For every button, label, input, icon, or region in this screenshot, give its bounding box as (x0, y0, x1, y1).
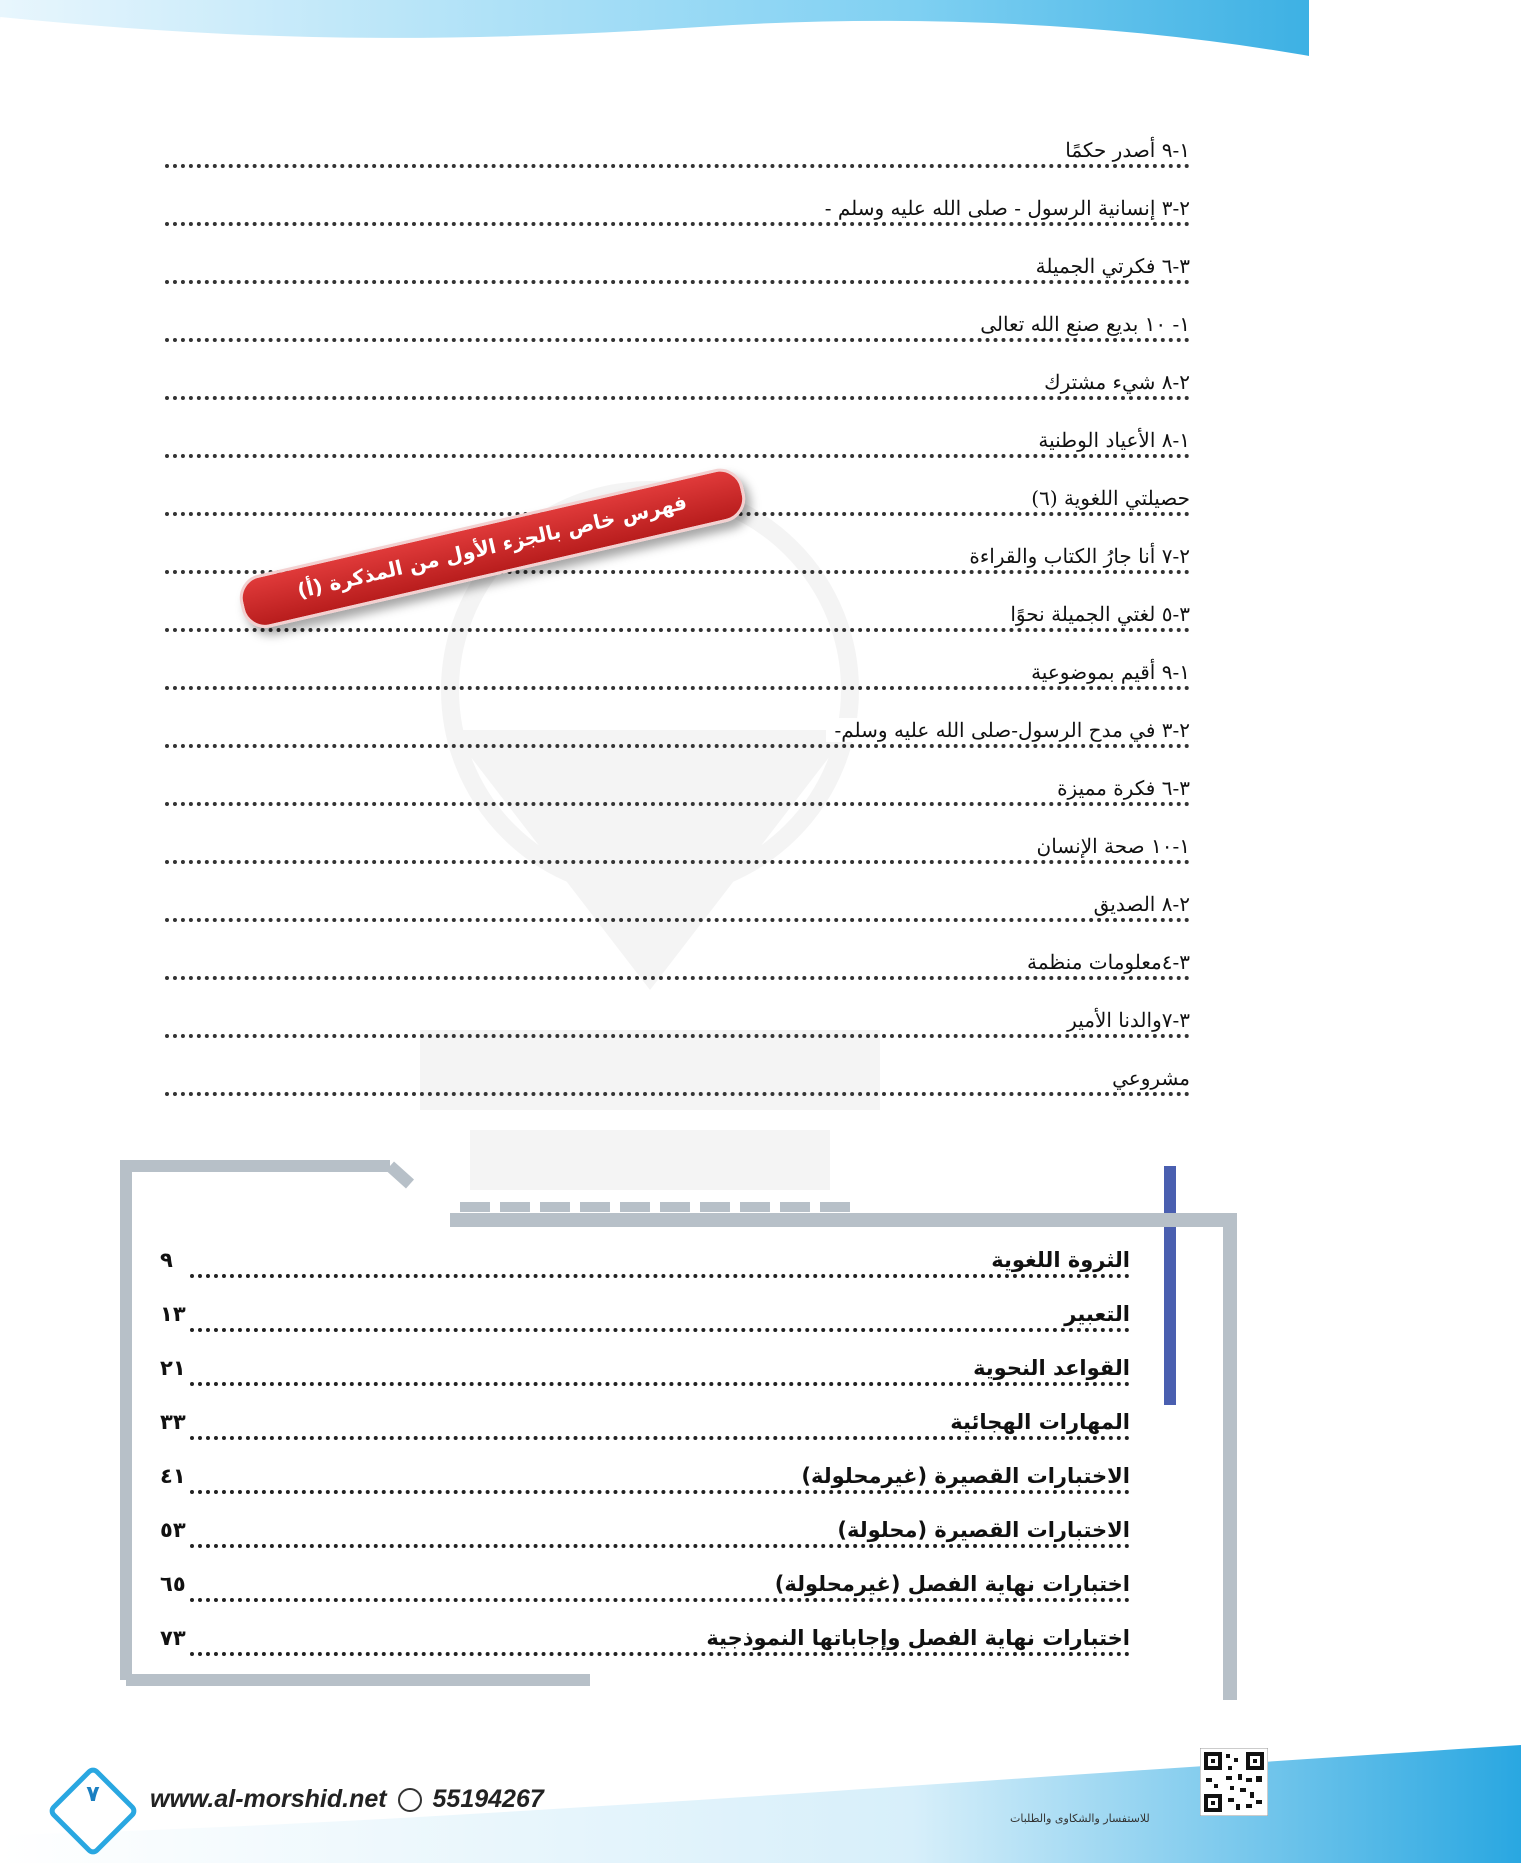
toc-item-label: مشروعي (1104, 1066, 1190, 1090)
summary-item-label: اختبارات نهاية الفصل (غيرمحلولة) (765, 1572, 1130, 1596)
toc-item (165, 710, 1190, 768)
summary-item-page: ٢١ (160, 1356, 192, 1380)
toc-item (165, 420, 1190, 478)
toc-item (165, 130, 1190, 188)
toc-item (165, 652, 1190, 710)
summary-item (160, 1348, 1130, 1402)
toc-item (165, 246, 1190, 304)
summary-item (160, 1618, 1130, 1672)
toc-item-label: ٢-٨ شيء مشترك (1036, 370, 1190, 394)
summary-item-label: اختبارات نهاية الفصل وإجاباتها النموذجية (696, 1626, 1130, 1650)
toc-item-label: ٢-٨ الصديق (1086, 892, 1190, 916)
toc-item-label: ٣-٦ فكرتي الجميلة (1028, 254, 1190, 278)
toc-item-label: ٣-٧والدنا الأمير (1059, 1008, 1190, 1032)
toc-item (165, 884, 1190, 942)
toc-item-label: ٣-٤معلومات منظمة (1019, 950, 1190, 974)
summary-item-label: التعبير (1054, 1302, 1130, 1326)
summary-item-page: ٧٣ (160, 1626, 192, 1650)
summary-item-label: الاختبارات القصيرة (غيرمحلولة) (791, 1464, 1130, 1488)
toc-item (165, 768, 1190, 826)
summary-item (160, 1510, 1130, 1564)
toc-item-label: ١-٩ أقيم بموضوعية (1023, 660, 1190, 684)
part-one-ribbon: فهرس خاص بالجزء الأول من المذكرة (أ) (235, 464, 750, 633)
phone-icon (398, 1788, 422, 1812)
summary-item-label: المهارات الهجائية (940, 1410, 1130, 1434)
toc-item (165, 826, 1190, 884)
website-link[interactable]: www.al-morshid.net (150, 1785, 387, 1813)
toc-item (165, 1058, 1190, 1116)
summary-item-page: ٩ (160, 1248, 179, 1272)
summary-item-label: الاختبارات القصيرة (محلولة) (827, 1518, 1130, 1542)
toc-item-label: ٢-٣ إنسانية الرسول - صلى الله عليه وسلم - (817, 196, 1190, 220)
summary-item-page: ٣٣ (160, 1410, 192, 1434)
summary-item (160, 1240, 1130, 1294)
summary-item (160, 1456, 1130, 1510)
leader-dots (165, 896, 1190, 922)
toc-item (165, 188, 1190, 246)
leader-dots (165, 1012, 1190, 1038)
summary-item (160, 1564, 1130, 1618)
summary-item-label: القواعد النحوية (963, 1356, 1130, 1380)
toc-item-label: ٢-٧ أنا جارُ الكتاب والقراءة (961, 544, 1190, 568)
toc-item-label: ١-١٠ صحة الإنسان (1029, 834, 1190, 858)
summary-item (160, 1402, 1130, 1456)
toc-item-label: ١-٨ الأعياد الوطنية (1030, 428, 1190, 452)
toc-item-label: ٣-٥ لغتي الجميلة نحوًا (1002, 602, 1190, 626)
toc-item-label: ٣-٦ فكرة مميزة (1049, 776, 1190, 800)
inquiry-text: للاستفسار والشكاوى والطلبات (1010, 1812, 1150, 1825)
leader-dots (165, 1070, 1190, 1096)
footer-contact (150, 1785, 544, 1814)
leader-dots (190, 1308, 1130, 1332)
toc-item (165, 362, 1190, 420)
toc-item-label: حصيلتي اللغوية (٦) (1023, 486, 1190, 510)
right-margin (1309, 0, 1521, 1863)
toc-item-label: ١- ١٠ بديع صنع الله تعالى (972, 312, 1190, 336)
toc-item (165, 942, 1190, 1000)
summary-item-label: الثروة اللغوية (981, 1248, 1130, 1272)
toc-item (165, 1000, 1190, 1058)
leader-dots (165, 780, 1190, 806)
summary-list (160, 1240, 1130, 1672)
summary-item-page: ١٣ (160, 1302, 192, 1326)
phone-number: 55194267 (432, 1785, 544, 1813)
toc-item-label: ٢-٣ في مدح الرسول-صلى الله عليه وسلم- (826, 718, 1190, 742)
toc-item-label: ١-٩ أصدر حكمًا (1057, 138, 1190, 162)
summary-item-page: ٥٣ (160, 1518, 192, 1542)
toc-list (165, 130, 1190, 1116)
qr-code-icon[interactable] (1200, 1748, 1268, 1816)
summary-item-page: ٦٥ (160, 1572, 192, 1596)
leader-dots (165, 142, 1190, 168)
header-wave (0, 0, 1521, 120)
summary-item (160, 1294, 1130, 1348)
summary-item-page: ٤١ (160, 1464, 192, 1488)
toc-item (165, 304, 1190, 362)
page-number: ٧ (86, 1782, 100, 1807)
